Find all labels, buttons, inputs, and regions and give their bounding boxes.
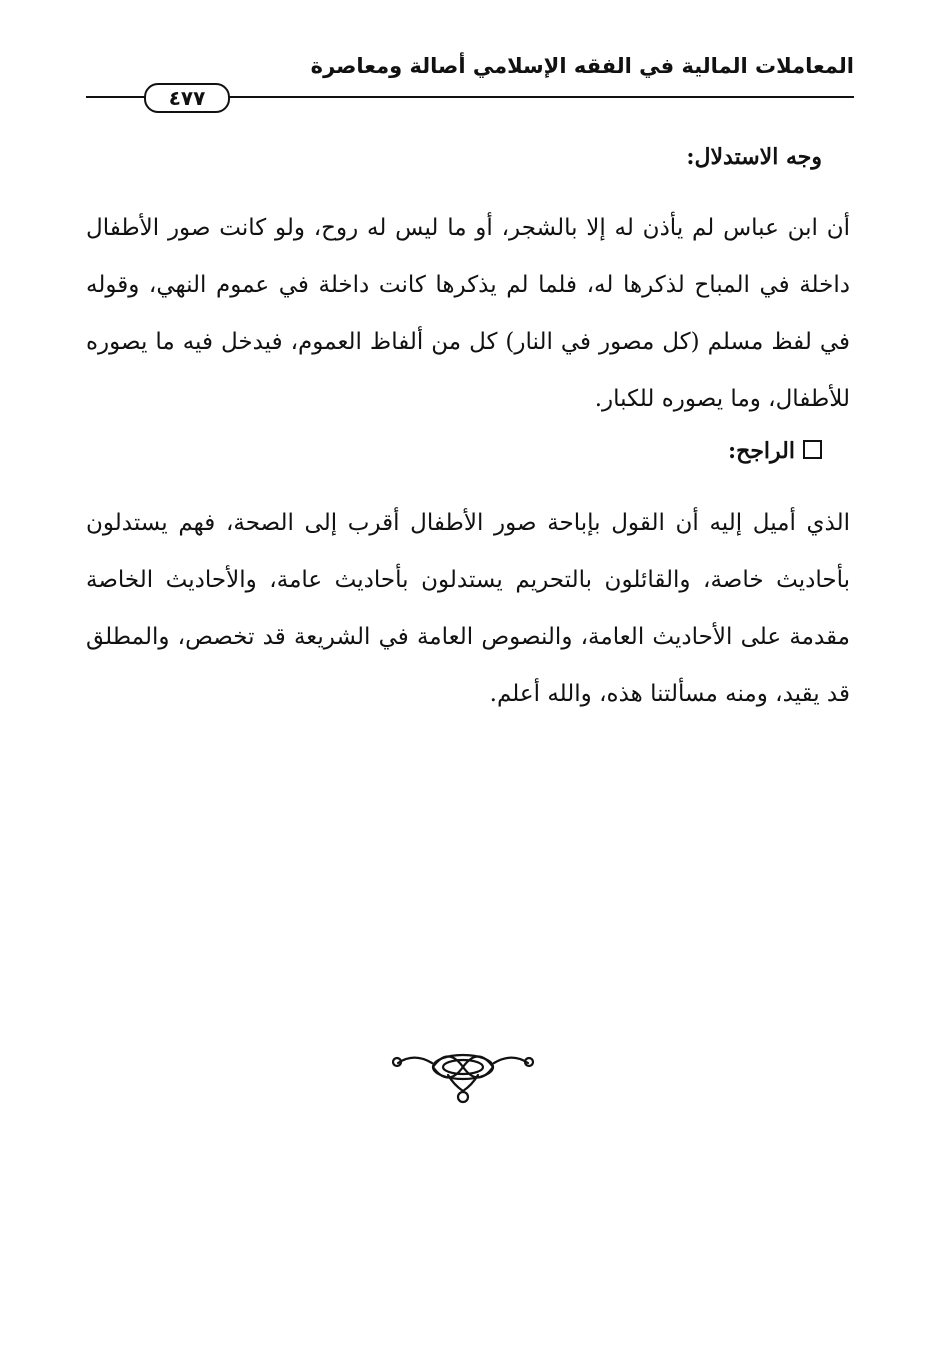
ornament-divider-icon: [388, 1045, 538, 1107]
evidence-paragraph-block: [86, 200, 850, 428]
evidence-paragraph: أن ابن عباس لم يأذن له إلا بالشجر، أو ما ليس له روح، ولو كانت صور الأطفال داخلة في المباح لذكرها له، فلما لم يذكرها كانت داخلة في عموم النهي، وقوله في لفظ مسلم (كل مصور في النار) كل من ألفاظ العموم، فيدخل فيه ما يصوره للأطفال، وما يصوره للكبار.: [86, 215, 850, 412]
preferred-heading-label: الراجح:: [728, 438, 795, 464]
page-number-badge: ٤٧٧: [144, 83, 230, 113]
running-header-title: المعاملات المالية في الفقه الإسلامي أصالة ومعاصرة: [310, 54, 854, 78]
square-bullet-icon: [803, 440, 822, 459]
section-heading-preferred: [728, 438, 822, 464]
preferred-paragraph-block: [86, 495, 850, 723]
preferred-paragraph: الذي أميل إليه أن القول بإباحة صور الأطفال أقرب إلى الصحة، فهم يستدلون بأحاديث خاصة، والقائلون بالتحريم يستدلون بأحاديث عامة، والأحاديث الخاصة مقدمة على الأحاديث العامة، والنصوص العامة في الشريعة قد تخصص، والمطلق قد يقيد، ومنه مسألتنا هذه، والله أعلم.: [86, 510, 850, 707]
section-heading-evidence: وجه الاستدلال:: [686, 144, 822, 170]
